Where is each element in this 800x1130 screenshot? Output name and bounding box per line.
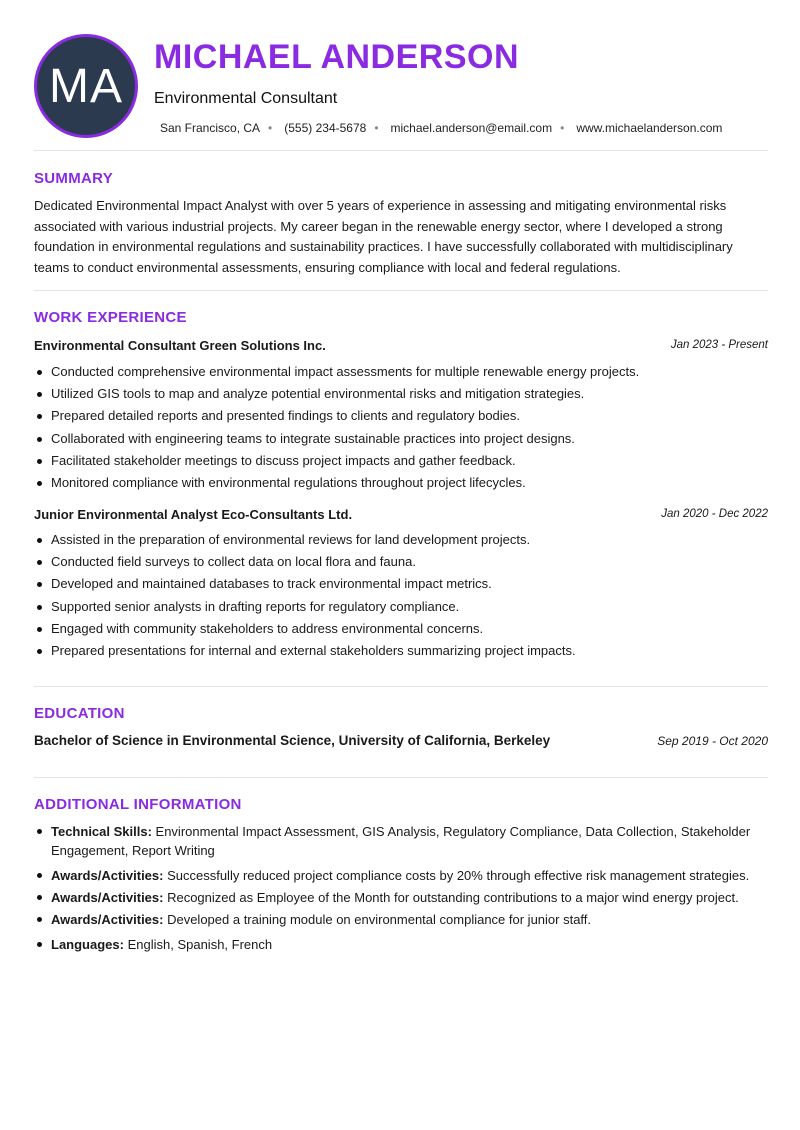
summary-heading: SUMMARY (34, 170, 114, 187)
job-dates: Jan 2020 - Dec 2022 (661, 508, 768, 520)
contact-phone: (555) 234-5678 (284, 121, 367, 135)
item-label: Languages: (51, 937, 124, 952)
candidate-title: Environmental Consultant (154, 90, 338, 107)
list-item: Prepared presentations for internal and external stakeholders summarizing project impacts. (34, 643, 768, 659)
list-item (34, 910, 768, 929)
list-item: Collaborated with engineering teams to integrate sustainable practices into project designs. (34, 431, 768, 447)
item-label: Technical Skills: (51, 824, 152, 839)
education-dates: Sep 2019 - Oct 2020 (657, 734, 768, 748)
education-heading: EDUCATION (34, 705, 125, 722)
section-divider (34, 150, 768, 151)
list-item: Prepared detailed reports and presented findings to clients and regulatory bodies. (34, 408, 768, 424)
list-item: Facilitated stakeholder meetings to discuss project impacts and gather feedback. (34, 453, 768, 469)
additional-info-list (34, 822, 768, 954)
list-item (34, 866, 768, 885)
job-header (34, 338, 768, 356)
item-label: Awards/Activities: (51, 868, 164, 883)
item-label: Awards/Activities: (51, 890, 164, 905)
item-text: Developed a training module on environmental compliance for junior staff. (163, 912, 592, 927)
additional-info-heading: ADDITIONAL INFORMATION (34, 796, 242, 813)
job-bullet-list (34, 532, 768, 659)
job-title: Junior Environmental Analyst Eco-Consultants Ltd. (34, 507, 353, 522)
item-text: English, Spanish, French (123, 937, 273, 952)
list-item: Conducted comprehensive environmental impact assessments for multiple renewable energy projects. (34, 364, 768, 380)
education-entry (34, 733, 768, 751)
bullet-separator-icon: • (560, 121, 565, 135)
education-degree: Bachelor of Science in Environmental Science, University of California, Berkeley (34, 733, 551, 748)
list-item: Assisted in the preparation of environmental reviews for land development projects. (34, 532, 768, 548)
list-item: Supported senior analysts in drafting reports for regulatory compliance. (34, 599, 768, 615)
list-item: Engaged with community stakeholders to address environmental concerns. (34, 621, 768, 637)
bullet-separator-icon: • (268, 121, 273, 135)
list-item (34, 935, 768, 954)
list-item: Utilized GIS tools to map and analyze potential environmental risks and mitigation strategies. (34, 386, 768, 402)
section-divider (34, 290, 768, 291)
job-dates: Jan 2023 - Present (670, 339, 768, 351)
bullet-separator-icon: • (374, 121, 379, 135)
resume-header (34, 34, 768, 138)
avatar: MA (34, 34, 138, 138)
contact-website[interactable]: www.michaelanderson.com (576, 121, 723, 135)
contact-line (160, 121, 722, 135)
section-divider (34, 777, 768, 778)
item-text: Environmental Impact Assessment, GIS Analysis, Regulatory Compliance, Data Collection, Stakeholder Engagement, Report Writing (51, 824, 751, 858)
work-experience-heading: WORK EXPERIENCE (34, 309, 187, 326)
job-bullet-list (34, 364, 768, 491)
job-title: Environmental Consultant Green Solutions Inc. (34, 338, 326, 353)
list-item (34, 888, 768, 907)
list-item: Conducted field surveys to collect data on local flora and fauna. (34, 554, 768, 570)
list-item (34, 822, 768, 860)
summary-text: Dedicated Environmental Impact Analyst with over 5 years of experience in assessing and mitigating environmental risks associated with various industrial projects. My career began in the renewable energy sector, where I developed a strong foundation in environmental regulations and sustainability practices. I have successfully collaborated with multidisciplinary teams to conduct environmental assessments, ensuring compliance with local and federal regulations. (34, 198, 733, 275)
item-label: Awards/Activities: (51, 912, 164, 927)
list-item: Monitored compliance with environmental regulations throughout project lifecycles. (34, 475, 768, 491)
list-item: Developed and maintained databases to track environmental impact metrics. (34, 576, 768, 592)
candidate-name: MICHAEL ANDERSON (154, 38, 520, 76)
contact-email[interactable]: michael.anderson@email.com (390, 121, 553, 135)
job-header (34, 507, 768, 525)
contact-location: San Francisco, CA (160, 121, 261, 135)
section-divider (34, 686, 768, 687)
item-text: Recognized as Employee of the Month for outstanding contributions to a major wind energy project. (163, 890, 739, 905)
item-text: Successfully reduced project compliance costs by 20% through effective risk management strategies. (163, 868, 750, 883)
